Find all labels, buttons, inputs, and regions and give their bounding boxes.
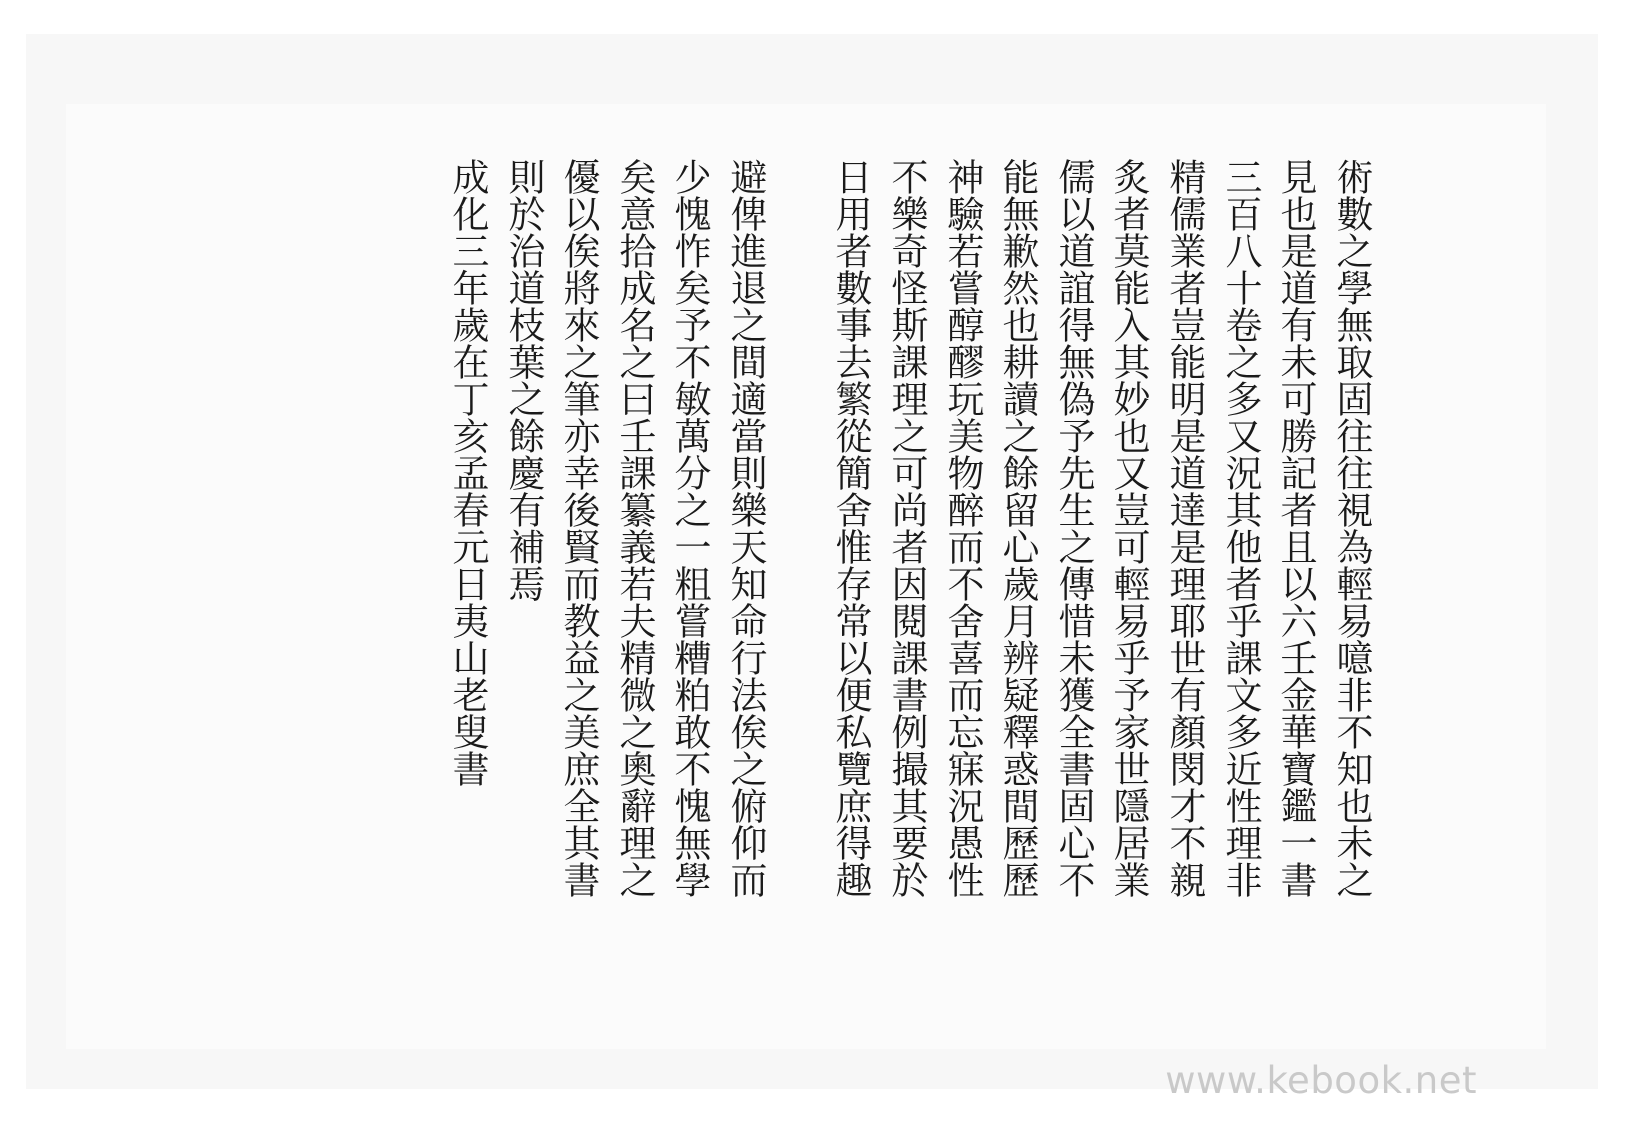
text-column-8: 神驗若嘗醇醪玩美物醉而不舍喜而忘寐況愚性 bbox=[941, 158, 984, 898]
text-column-7: 能無歉然也耕讀之餘留心歲月辨疑釋惑間歷歷 bbox=[996, 158, 1039, 898]
text-column-14: 優以俟將來之筆亦幸後賢而教益之美庶全其書 bbox=[557, 158, 600, 898]
text-column-9: 不樂奇怪斯課理之可尚者因閱課書例撮其要於 bbox=[885, 158, 928, 898]
text-column-2: 見也是道有未可勝記者且以六壬金華寶鑑一書 bbox=[1274, 158, 1317, 898]
text-column-10: 日用者數事去繁從簡舍惟存常以便私覽庶得趣 bbox=[829, 158, 872, 898]
watermark: www.kebook.net bbox=[1165, 1059, 1477, 1102]
text-column-3: 三百八十卷之多又況其他者乎課文多近性理非 bbox=[1219, 158, 1262, 898]
text-column-13: 矣意拾成名之曰壬課纂義若夫精微之奧辭理之 bbox=[613, 158, 656, 898]
text-column-15: 則於治道枝葉之餘慶有補焉 bbox=[502, 158, 545, 602]
text-column-1: 術數之學無取固往往視為輕易噫非不知也未之 bbox=[1330, 158, 1373, 898]
text-column-11: 避俾進退之間適當則樂天知命行法俟之俯仰而 bbox=[724, 158, 767, 898]
text-column-5: 炙者莫能入其妙也又豈可輕易乎予家世隱居業 bbox=[1107, 158, 1150, 898]
text-column-16: 成化三年歲在丁亥孟春元日夷山老叟書 bbox=[446, 158, 489, 787]
text-column-4: 精儒業者豈能明是道達是理耶世有顏閔才不親 bbox=[1163, 158, 1206, 898]
text-column-12: 少愧怍矣予不敏萬分之一粗嘗糟粕敢不愧無學 bbox=[668, 158, 711, 898]
text-column-6: 儒以道誼得無偽予先生之傳惜未獲全書固心不 bbox=[1052, 158, 1095, 898]
